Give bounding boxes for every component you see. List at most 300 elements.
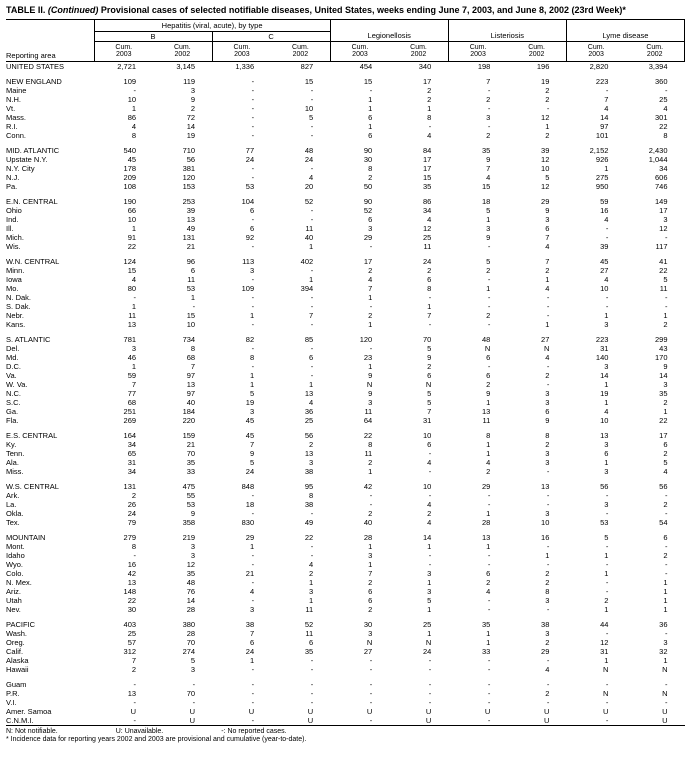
value-cell: 1 — [309, 595, 314, 605]
value-cell: 49 — [186, 223, 196, 233]
value-cell: 22 — [127, 595, 137, 605]
reporting-area-cell: Minn. — [6, 265, 25, 275]
value-cell: 6 — [427, 370, 432, 380]
value-cell: 10 — [600, 415, 609, 425]
value-cell: 1 — [368, 559, 373, 569]
value-cell: - — [251, 715, 255, 725]
value-cell: 66 — [127, 205, 137, 215]
value-cell: 1,336 — [235, 61, 255, 71]
value-cell: 2 — [368, 604, 373, 614]
reporting-area-cell: Ariz. — [6, 586, 21, 596]
value-cell: - — [487, 499, 491, 509]
value-cell: - — [605, 679, 609, 689]
value-cell: 9 — [368, 388, 373, 398]
value-cell: - — [487, 679, 491, 689]
value-cell: 1 — [131, 103, 137, 113]
value-cell: N — [543, 343, 550, 353]
value-cell: - — [428, 688, 432, 698]
value-cell: 358 — [182, 517, 196, 527]
value-cell: 25 — [422, 619, 432, 629]
value-cell: 1 — [604, 604, 609, 614]
footnotes — [6, 728, 685, 745]
reporting-area-cell: Pa. — [6, 181, 18, 191]
value-cell: 19 — [541, 76, 550, 86]
table-row — [6, 122, 685, 131]
value-cell: 15 — [304, 76, 314, 86]
value-cell: U — [425, 706, 432, 716]
column-header: Cum. 2003 — [212, 41, 271, 61]
table-row — [6, 164, 685, 173]
value-cell: 1 — [309, 241, 314, 251]
value-cell: - — [310, 697, 314, 707]
value-cell: - — [487, 274, 491, 284]
value-cell: 39 — [186, 205, 196, 215]
table-continued-label: (Continued) — [47, 5, 99, 15]
table-row — [6, 605, 685, 614]
value-cell: 13 — [127, 577, 137, 587]
value-cell: 11 — [423, 241, 432, 251]
value-cell: 13 — [186, 379, 196, 389]
value-cell: 2 — [486, 94, 491, 104]
value-cell: 1 — [309, 577, 314, 587]
value-cell: 1 — [604, 397, 609, 407]
reporting-area-cell: N.Y. City — [6, 163, 35, 173]
value-cell: 21 — [186, 241, 196, 251]
value-cell: - — [487, 490, 491, 500]
value-cell: - — [251, 343, 255, 353]
value-cell: 27 — [541, 334, 550, 344]
value-cell: 48 — [304, 145, 314, 155]
reporting-area-cell: Ala. — [6, 457, 19, 467]
value-cell: 312 — [123, 646, 137, 656]
column-header: Cum. 2002 — [625, 41, 684, 61]
value-cell: 1 — [309, 379, 314, 389]
value-cell: - — [665, 628, 668, 638]
value-cell: 82 — [245, 334, 255, 344]
value-cell: 24 — [245, 154, 255, 164]
value-cell: 1 — [545, 319, 550, 329]
value-cell: - — [546, 301, 550, 311]
value-cell: N — [366, 637, 373, 647]
value-cell: 9 — [545, 415, 550, 425]
value-cell: 1 — [604, 163, 609, 173]
value-cell: 1 — [368, 361, 373, 371]
value-cell: 7 — [249, 439, 255, 449]
value-cell: 10 — [541, 163, 550, 173]
value-cell: 2 — [545, 94, 550, 104]
footnote-legend — [6, 728, 685, 737]
value-cell: 1 — [309, 274, 314, 284]
value-cell: - — [487, 604, 491, 614]
value-cell: - — [546, 679, 550, 689]
value-cell: 79 — [127, 517, 137, 527]
value-cell: - — [251, 103, 255, 113]
table-row — [6, 104, 685, 113]
value-cell: 10 — [541, 517, 550, 527]
value-cell: 3 — [190, 85, 196, 95]
value-cell: 55 — [186, 490, 196, 500]
value-cell: 18 — [245, 499, 255, 509]
value-cell: - — [428, 292, 432, 302]
value-cell: - — [546, 604, 550, 614]
value-cell: 29 — [481, 481, 491, 491]
table-row — [6, 596, 685, 605]
value-cell: - — [546, 697, 550, 707]
value-cell: - — [665, 85, 668, 95]
table-row — [6, 527, 685, 542]
value-cell: 33 — [186, 466, 196, 476]
value-cell: 45 — [245, 430, 255, 440]
value-cell: 8 — [131, 541, 137, 551]
value-cell: 1 — [486, 508, 491, 518]
value-cell: 10 — [186, 319, 196, 329]
value-cell: - — [487, 121, 491, 131]
reporting-area-cell: Hawaii — [6, 664, 29, 674]
value-cell: 28 — [186, 628, 196, 638]
value-cell: - — [546, 559, 550, 569]
value-cell: 2,820 — [589, 61, 609, 71]
value-cell: 40 — [186, 397, 196, 407]
reporting-area-cell: NEW ENGLAND — [6, 76, 62, 86]
value-cell: 12 — [541, 154, 550, 164]
value-cell: - — [310, 664, 314, 674]
value-cell: 209 — [123, 172, 137, 182]
value-cell: 10 — [127, 214, 137, 224]
value-cell: 30 — [363, 619, 373, 629]
value-cell: 9 — [545, 205, 550, 215]
table-row — [6, 371, 685, 380]
value-cell: - — [487, 319, 491, 329]
value-cell: 56 — [600, 481, 609, 491]
value-cell: - — [310, 370, 314, 380]
value-cell: - — [192, 679, 196, 689]
value-cell: 6 — [427, 274, 432, 284]
value-cell: 3 — [368, 223, 373, 233]
value-cell: U — [543, 715, 550, 725]
value-cell: 24 — [422, 256, 432, 266]
value-cell: 781 — [123, 334, 137, 344]
value-cell: - — [487, 595, 491, 605]
value-cell: - — [251, 94, 255, 104]
value-cell: 6 — [309, 637, 314, 647]
value-cell: 6 — [545, 406, 550, 416]
value-cell: 29 — [541, 646, 550, 656]
reporting-area-cell: Md. — [6, 352, 19, 362]
value-cell: 9 — [486, 154, 491, 164]
value-cell: 3 — [190, 550, 196, 560]
value-cell: 2 — [486, 577, 491, 587]
value-cell: - — [665, 508, 668, 518]
value-cell: 4 — [486, 586, 491, 596]
value-cell: 2 — [427, 94, 432, 104]
value-cell: 7 — [309, 310, 314, 320]
value-cell: 734 — [182, 334, 196, 344]
value-cell: - — [369, 241, 373, 251]
value-cell: - — [251, 85, 255, 95]
value-cell: 14 — [186, 121, 196, 131]
reporting-area-cell: D.C. — [6, 361, 21, 371]
value-cell: - — [665, 292, 668, 302]
reporting-area-cell: Ill. — [6, 223, 14, 233]
reporting-area-cell: Va. — [6, 370, 17, 380]
value-cell: 1 — [249, 370, 255, 380]
reporting-area-cell: S. ATLANTIC — [6, 334, 51, 344]
table-row — [6, 578, 685, 587]
value-cell: 5 — [427, 595, 432, 605]
value-cell: 56 — [659, 481, 668, 491]
value-cell: 29 — [541, 196, 550, 206]
value-cell: 2 — [663, 499, 668, 509]
value-cell: 86 — [422, 196, 432, 206]
value-cell: 2 — [368, 457, 373, 467]
value-cell: 1 — [486, 448, 491, 458]
value-cell: - — [310, 130, 314, 140]
value-cell: 1 — [190, 292, 196, 302]
reporting-area-cell: Colo. — [6, 568, 24, 578]
value-cell: 4 — [604, 406, 609, 416]
value-cell: 52 — [304, 619, 314, 629]
value-cell: 34 — [127, 439, 137, 449]
value-cell: - — [251, 559, 255, 569]
value-cell: 299 — [654, 334, 668, 344]
value-cell: - — [487, 664, 491, 674]
value-cell: - — [369, 85, 373, 95]
value-cell: 1 — [249, 655, 255, 665]
value-cell: 30 — [363, 154, 373, 164]
table-row — [6, 674, 685, 689]
reporting-area-cell: Guam — [6, 679, 27, 689]
value-cell: - — [665, 559, 668, 569]
table-row — [6, 647, 685, 656]
value-cell: 3 — [131, 343, 137, 353]
value-cell: 4 — [309, 172, 314, 182]
value-cell: - — [133, 292, 137, 302]
value-cell: - — [605, 577, 609, 587]
value-cell: 6 — [604, 448, 609, 458]
value-cell: 38 — [304, 499, 314, 509]
value-cell: - — [310, 541, 314, 551]
table-row — [6, 707, 685, 716]
value-cell: 53 — [245, 181, 255, 191]
value-cell: 12 — [422, 223, 432, 233]
value-cell: 22 — [659, 415, 668, 425]
value-cell: 19 — [245, 397, 255, 407]
value-cell: 36 — [304, 406, 314, 416]
table-row — [6, 140, 685, 155]
table-row — [6, 302, 685, 311]
value-cell: 33 — [481, 646, 491, 656]
footnote-provisional-note: * Incidence data for reporting years 2002 and 2003 are provisional and cumulative (year-to-date). — [6, 736, 307, 743]
reporting-area-cell: Ky. — [6, 439, 17, 449]
value-cell: - — [546, 103, 550, 113]
value-cell: N — [603, 688, 609, 698]
value-cell: 1 — [427, 301, 432, 311]
value-cell: 10 — [600, 283, 609, 293]
value-cell: 6 — [309, 352, 314, 362]
reporting-area-cell: Nev. — [6, 604, 21, 614]
value-cell: 11 — [305, 604, 314, 614]
reporting-area-header: Reporting area — [6, 19, 94, 61]
value-cell: 1 — [663, 310, 668, 320]
value-cell: 2 — [486, 265, 491, 275]
table-row — [6, 224, 685, 233]
value-cell: 30 — [127, 604, 137, 614]
value-cell: 2 — [486, 466, 491, 476]
value-cell: - — [665, 568, 668, 578]
table-row — [6, 173, 685, 182]
value-cell: 1 — [131, 301, 137, 311]
reporting-area-cell: Ga. — [6, 406, 19, 416]
value-cell: - — [251, 490, 255, 500]
value-cell: - — [310, 292, 314, 302]
value-cell: 24 — [422, 646, 432, 656]
value-cell: 9 — [368, 370, 373, 380]
value-cell: 4 — [604, 214, 609, 224]
value-cell: 4 — [545, 241, 550, 251]
value-cell: 2 — [545, 370, 550, 380]
value-cell: - — [310, 679, 314, 689]
value-cell: 5 — [309, 112, 314, 122]
value-cell: 34 — [127, 466, 137, 476]
value-cell: 848 — [241, 481, 255, 491]
reporting-area-cell: V.I. — [6, 697, 17, 707]
value-cell: - — [251, 301, 255, 311]
value-cell: 5 — [486, 205, 491, 215]
value-cell: 380 — [182, 619, 196, 629]
value-cell: 7 — [368, 568, 373, 578]
value-cell: 15 — [186, 310, 196, 320]
value-cell: 9 — [486, 232, 491, 242]
value-cell: 77 — [127, 388, 137, 398]
table-row — [6, 665, 685, 674]
disease-table — [6, 19, 685, 726]
value-cell: 1 — [486, 214, 491, 224]
value-cell: 11 — [305, 628, 314, 638]
value-cell: 48 — [186, 577, 196, 587]
value-cell: 164 — [123, 430, 137, 440]
value-cell: - — [605, 586, 609, 596]
value-cell: - — [251, 214, 255, 224]
value-cell: - — [546, 292, 550, 302]
reporting-area-cell: Oreg. — [6, 637, 25, 647]
value-cell: 3 — [486, 223, 491, 233]
value-cell: 8 — [131, 130, 137, 140]
value-cell: 14 — [422, 532, 432, 542]
reporting-area-cell: E.N. CENTRAL — [6, 196, 58, 206]
value-cell: 340 — [418, 61, 432, 71]
value-cell: 57 — [127, 637, 137, 647]
value-cell: N — [425, 379, 432, 389]
value-cell: - — [310, 319, 314, 329]
page-title — [6, 5, 682, 16]
value-cell: 3 — [368, 397, 373, 407]
value-cell: 269 — [123, 415, 137, 425]
value-cell: 2 — [545, 568, 550, 578]
value-cell: - — [605, 541, 609, 551]
value-cell: - — [251, 550, 255, 560]
value-cell: - — [605, 85, 609, 95]
value-cell: - — [133, 85, 137, 95]
value-cell: 7 — [545, 232, 550, 242]
value-cell: - — [251, 577, 255, 587]
value-cell: 43 — [659, 343, 668, 353]
value-cell: 3 — [190, 541, 196, 551]
value-cell: 13 — [127, 319, 137, 329]
value-cell: U — [130, 706, 137, 716]
value-cell: - — [428, 697, 432, 707]
value-cell: 1 — [604, 568, 609, 578]
value-cell: 10 — [422, 430, 432, 440]
value-cell: 12 — [659, 223, 668, 233]
reporting-area-cell: Calif. — [6, 646, 24, 656]
value-cell: 251 — [123, 406, 137, 416]
value-cell: 2 — [309, 439, 314, 449]
value-cell: 131 — [123, 481, 137, 491]
reporting-area-cell: R.I. — [6, 121, 18, 131]
value-cell: 1 — [604, 379, 609, 389]
table-row — [6, 587, 685, 596]
column-header: Cum. 2003 — [94, 41, 153, 61]
value-cell: 1 — [368, 121, 373, 131]
legend-not-notifiable: N: Not notifiable. — [6, 727, 58, 735]
value-cell: 97 — [600, 121, 609, 131]
value-cell: 17 — [363, 256, 373, 266]
value-cell: N — [662, 688, 668, 698]
column-header: Cum. 2003 — [566, 41, 625, 61]
value-cell: 15 — [422, 172, 432, 182]
value-cell: 15 — [363, 76, 373, 86]
value-cell: 76 — [186, 586, 196, 596]
value-cell: 35 — [481, 145, 491, 155]
value-cell: - — [310, 688, 314, 698]
value-cell: 3 — [545, 508, 550, 518]
value-cell: - — [428, 490, 432, 500]
value-cell: 279 — [123, 532, 137, 542]
table-row — [6, 698, 685, 707]
value-cell: 92 — [245, 232, 255, 242]
reporting-area-cell: Ohio — [6, 205, 22, 215]
value-cell: 1 — [663, 406, 668, 416]
table-row — [6, 320, 685, 329]
value-cell: N — [662, 664, 668, 674]
value-cell: 4 — [427, 457, 432, 467]
value-cell: 86 — [127, 112, 137, 122]
reporting-area-cell: N.C. — [6, 388, 21, 398]
value-cell: 4 — [427, 499, 432, 509]
value-cell: - — [546, 361, 550, 371]
value-cell: - — [251, 508, 255, 518]
value-cell: 5 — [427, 388, 432, 398]
reporting-area-cell: Mich. — [6, 232, 24, 242]
value-cell: - — [487, 559, 491, 569]
value-cell: - — [665, 301, 668, 311]
table-row — [6, 614, 685, 629]
value-cell: - — [665, 697, 668, 707]
value-cell: 19 — [600, 388, 609, 398]
value-cell: - — [369, 301, 373, 311]
table-row — [6, 362, 685, 371]
value-cell: U — [662, 706, 668, 716]
value-cell: - — [133, 550, 137, 560]
table-row — [6, 95, 685, 104]
value-cell: 3 — [604, 499, 609, 509]
value-cell: 23 — [363, 352, 373, 362]
value-cell: 70 — [186, 688, 196, 698]
table-body — [6, 61, 685, 725]
table-row — [6, 425, 685, 440]
value-cell: 11 — [482, 415, 491, 425]
value-cell: - — [428, 466, 432, 476]
